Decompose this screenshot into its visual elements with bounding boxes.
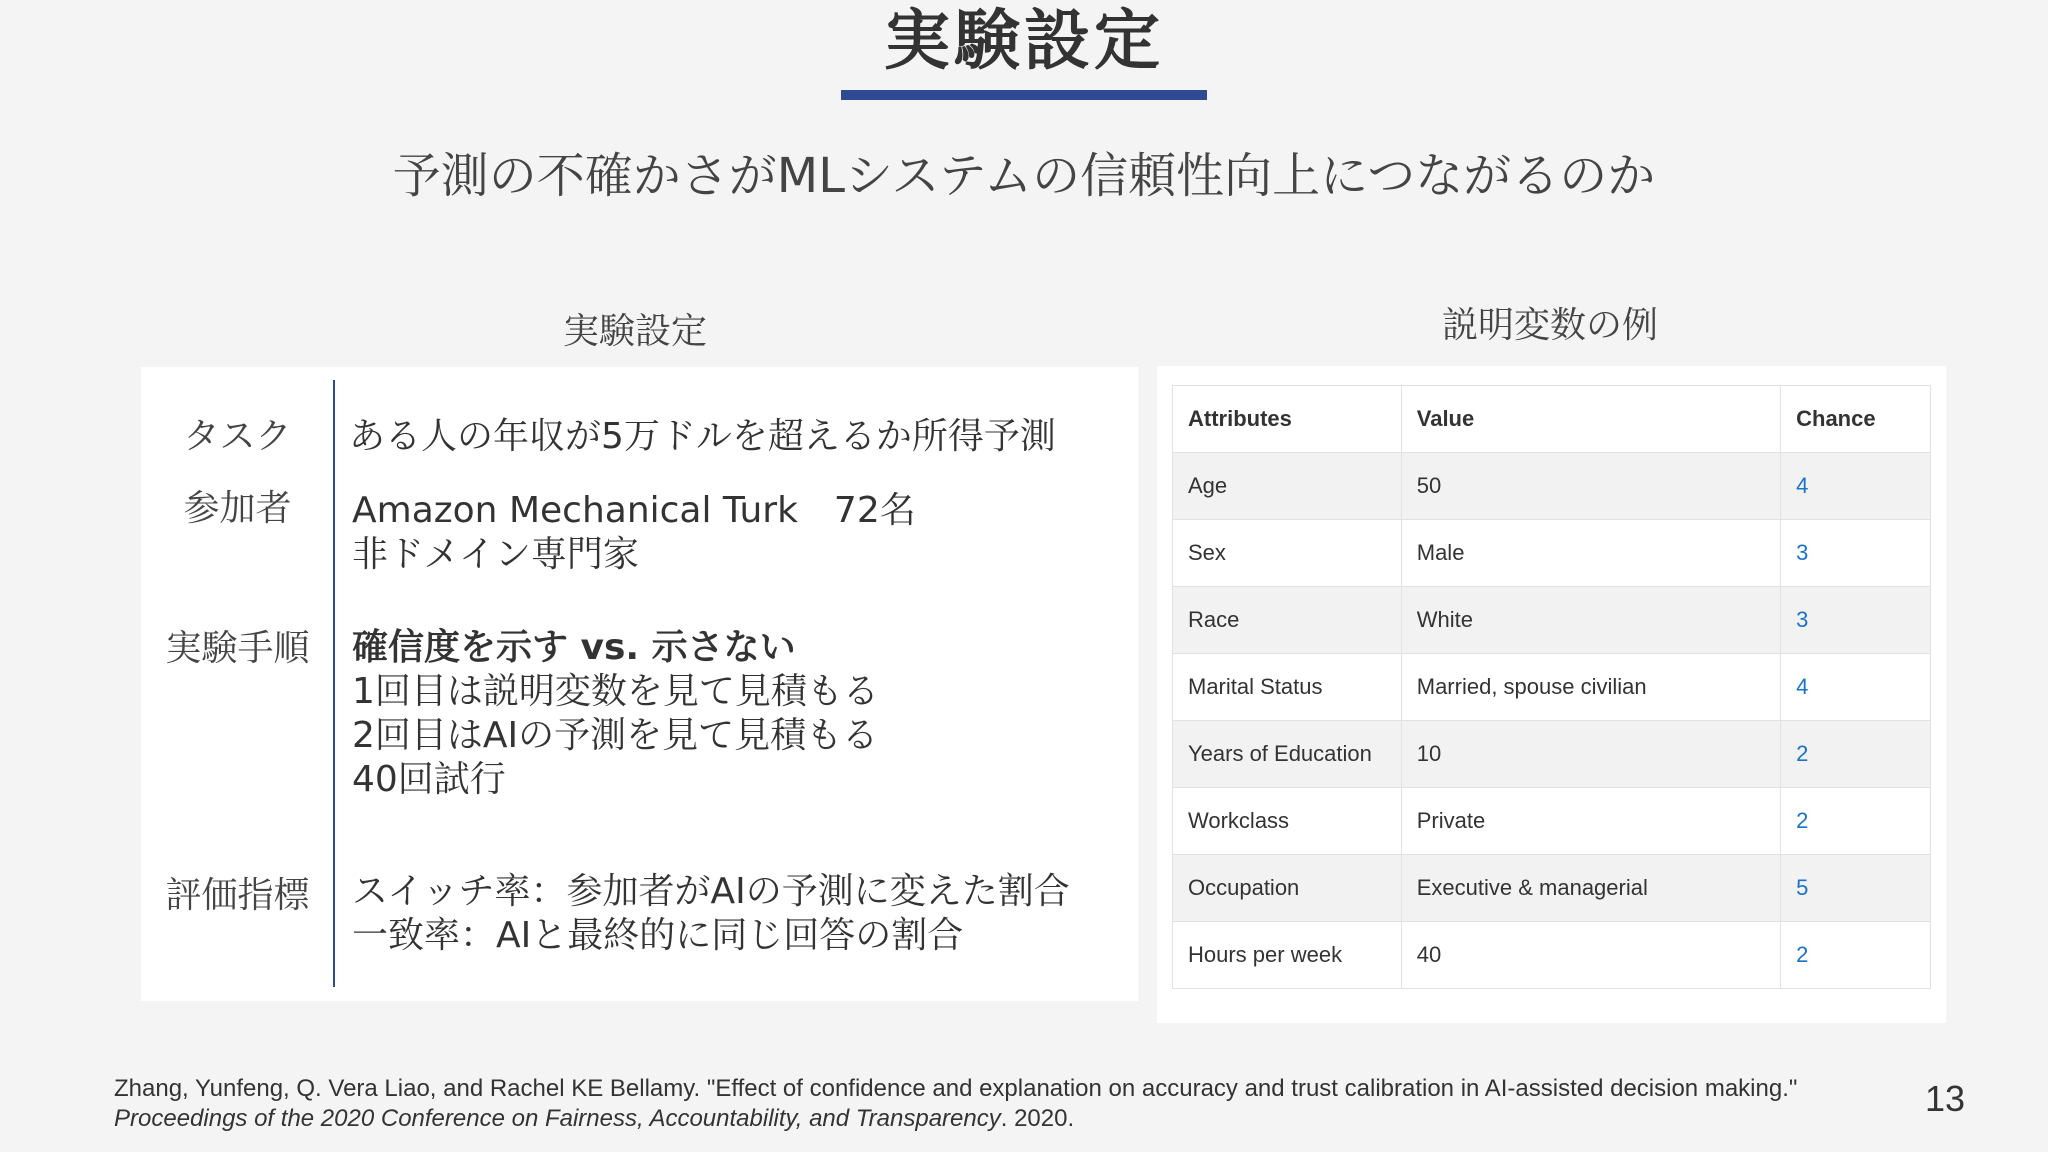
cell-chance: 4 xyxy=(1781,654,1931,721)
cell-attribute: Marital Status xyxy=(1173,654,1402,721)
cell-chance: 2 xyxy=(1781,788,1931,855)
cell-chance: 3 xyxy=(1781,587,1931,654)
cell-attribute: Age xyxy=(1173,453,1402,520)
citation-venue: Proceedings of the 2020 Conference on Fairness, Accountability, and Transparency xyxy=(114,1105,1001,1132)
text-line: Amazon Mechanical Turk 72名 xyxy=(352,490,916,531)
label-metrics: 評価指標 xyxy=(165,875,310,916)
cell-chance: 5 xyxy=(1781,855,1931,922)
citation-year: . 2020. xyxy=(1000,1105,1075,1132)
text-line: 非ドメイン専門家 xyxy=(352,534,639,575)
table-row xyxy=(1173,587,1931,654)
header-chance: Chance xyxy=(1781,386,1931,453)
table-row xyxy=(1173,654,1931,721)
cell-chance: 3 xyxy=(1781,520,1931,587)
text-metrics xyxy=(352,870,1132,958)
label-task: タスク xyxy=(183,416,292,457)
left-panel-caption: 実験設定 xyxy=(562,311,707,352)
table-row xyxy=(1173,855,1931,922)
table-row xyxy=(1173,922,1931,989)
text-line: スイッチ率：参加者がAIの予測に変えた割合 xyxy=(352,871,1070,912)
text-line: 40回試行 xyxy=(352,759,506,800)
page-number: 13 xyxy=(1925,1078,1966,1119)
table-row xyxy=(1173,453,1931,520)
table-row xyxy=(1173,520,1931,587)
cell-chance: 2 xyxy=(1781,721,1931,788)
cell-value: Executive & managerial xyxy=(1401,855,1780,922)
cell-value: 40 xyxy=(1401,922,1780,989)
text-procedure xyxy=(352,626,1132,802)
text-line: 1回目は説明変数を見て見積もる xyxy=(352,671,879,712)
slide-subtitle: 予測の不確かさがMLシステムの信頼性向上につながるのか xyxy=(392,148,1656,204)
cell-value: Male xyxy=(1401,520,1780,587)
attributes-table xyxy=(1172,385,1931,989)
text-line-bold: 確信度を示す vs. 示さない xyxy=(352,627,796,668)
text-participants xyxy=(352,489,1132,577)
cell-value: 50 xyxy=(1401,453,1780,520)
cell-value: White xyxy=(1401,587,1780,654)
table-row xyxy=(1173,721,1931,788)
title-underline xyxy=(841,90,1207,100)
right-panel-caption: 説明変数の例 xyxy=(1441,305,1658,346)
text-line: 2回目はAIの予測を見て見積もる xyxy=(352,715,879,756)
cell-chance: 4 xyxy=(1781,453,1931,520)
header-value: Value xyxy=(1401,386,1780,453)
table-header-row xyxy=(1173,386,1931,453)
table-row xyxy=(1173,788,1931,855)
cell-value: Private xyxy=(1401,788,1780,855)
citation-venue-line xyxy=(114,1104,1934,1134)
cell-attribute: Sex xyxy=(1173,520,1402,587)
citation xyxy=(114,1074,1934,1134)
cell-chance: 2 xyxy=(1781,922,1931,989)
text-line: 一致率：AIと最終的に同じ回答の割合 xyxy=(352,915,964,956)
text-task xyxy=(349,415,1129,459)
text-line: ある人の年収が5万ドルを超えるか所得予測 xyxy=(349,416,1056,457)
slide-title: 実験設定 xyxy=(884,2,1164,79)
label-participants: 参加者 xyxy=(183,488,292,529)
cell-attribute: Race xyxy=(1173,587,1402,654)
cell-attribute: Years of Education xyxy=(1173,721,1402,788)
label-procedure: 実験手順 xyxy=(165,628,310,669)
cell-attribute: Workclass xyxy=(1173,788,1402,855)
citation-authors: Zhang, Yunfeng, Q. Vera Liao, and Rachel KE Bellamy. "Effect of confidence and explanation on accuracy and trust calibration in AI-assisted decision making." xyxy=(114,1075,1798,1102)
cell-value: Married, spouse civilian xyxy=(1401,654,1780,721)
cell-value: 10 xyxy=(1401,721,1780,788)
cell-attribute: Hours per week xyxy=(1173,922,1402,989)
header-attributes: Attributes xyxy=(1173,386,1402,453)
cell-attribute: Occupation xyxy=(1173,855,1402,922)
